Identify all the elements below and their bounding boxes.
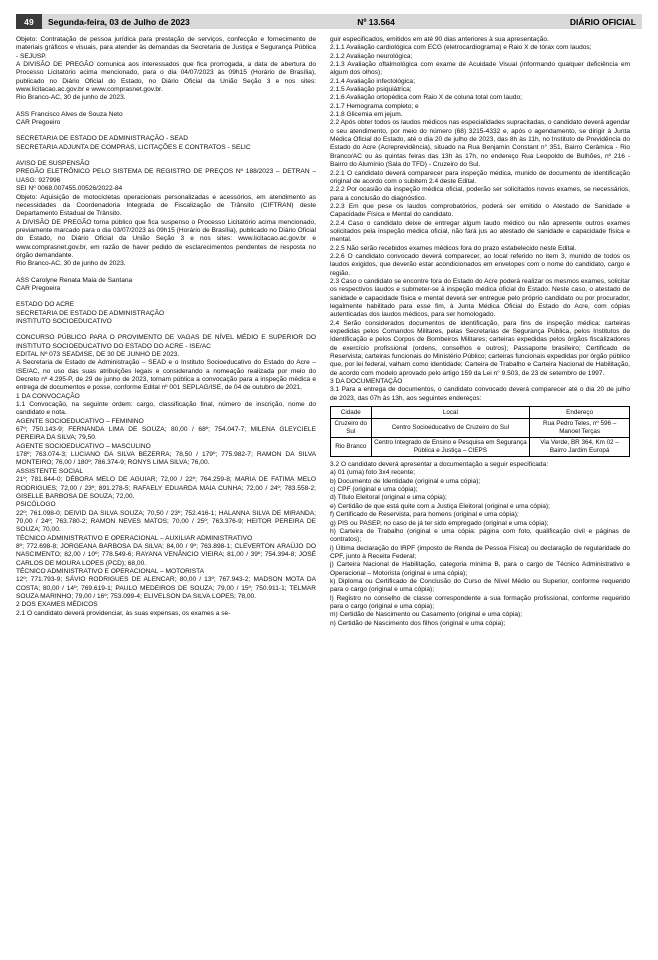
paragraph: i) Última declaração do IRPF (imposto de Renda de Pessoa Física) ou declaração de regularidade do CPF, junto à Receita Federal;	[330, 544, 630, 560]
table-header-cell: Endereço	[530, 407, 630, 419]
paragraph: 2.1.3 Avaliação oftalmológica com exame de Acuidade Visual (informando qualquer deficiência em algum dos olhos);	[330, 61, 630, 77]
paragraph: g) PIS ou PASEP, no caso de já ter sido empregado (original e uma cópia);	[330, 519, 549, 527]
paragraph: k) Diploma ou Certificado de Conclusão do Curso de Nível Médio ou Superior, conforme requerido para o cargo (original e uma cópia);	[330, 577, 630, 594]
paragraph: 21º; 781.844-0; DÉBORA MELO DE AGUIAR; 72,00 / 22º; 764.259-8; MARIA DE FATIMA MELO RODRIGUES; 72,00 / 23º; 891.278-5; RAFAELY EDUARDA MAIA CUNHA; 72,00 / 24º; 783.558-2; GISELLE BARBOSA DE SOUZA; 72,00.	[16, 476, 316, 500]
right-column	[330, 36, 630, 941]
paragraph: CAR Pregoeiro	[16, 119, 61, 127]
paragraph: 2.1.5 Avaliação psiquiátrica;	[330, 86, 412, 94]
paragraph: 2.1.2 Avaliação neurológica;	[330, 52, 413, 60]
paragraph: 3.2 O candidato deverá apresentar a documentação a seguir especificada:	[330, 461, 549, 469]
page-header	[16, 14, 642, 29]
paragraph: 2.1 O candidato deverá providenciar, às suas expensas, os exames a se-	[16, 609, 231, 617]
paragraph: 22º; 761.098-0; DEIVID DA SILVA SOUZA; 70,50 / 23º; 752.416-1; HALANNA SILVA DE MIRANDA; 70,00 / 24º; 763.780-2; RAMON NEVES MATOS; 70,00 / 25º; 763.376-9; HEITOR PEREIRA DE SOUZA; 70,00.	[16, 509, 316, 534]
table-header-cell: Cidade	[331, 407, 372, 419]
paragraph: 2.2.1 O candidato deverá comparecer para inspeção médica, munido de documento de identificação original de acordo com o subitem 2.4 deste Edital.	[330, 169, 630, 185]
paragraph: 12º; 771.793-9; SÁVIO RODRIGUES DE ALENCAR; 80,00 / 13º; 767.943-2; MADSON MOTA DA COSTA; 80,00 / 14º; 769.619-1; PAULO MEDEIROS DE SOUZA; 79,00 / 15º; 750.911-1; TELMAR SOUZA MARINHO; 79,00 / 16º; 753.099-4; ELIVELSON DA SILVA LOPES; 78,00.	[16, 576, 316, 600]
paragraph: 2.1.1 Avaliação cardiológica com ECG (eletrocardiograma) e Raio X de tórax com laudos;	[330, 44, 592, 52]
paragraph: 2.1.4 Avaliação infectológica;	[330, 77, 415, 85]
paragraph: e) Certidão de que está quite com a Justiça Eleitoral (original e uma cópia);	[330, 502, 550, 510]
paragraph: SECRETARIA DE ESTADO DE ADMINISTRAÇÃO	[16, 309, 165, 317]
addresses-table	[330, 406, 630, 457]
paragraph: 2.2.5 Não serão recebidos exames médicos fora do prazo estabelecido neste Edital.	[330, 244, 577, 252]
paragraph: SECRETARIA ADJUNTA DE COMPRAS, LICITAÇÕES E CONTRATOS - SELIC	[16, 143, 251, 151]
paragraph: A Secretaria de Estado de Administração – SEAD e o Instituto Socioeducativo do Estado do Acre – ISE/AC, no uso das suas atribuições legais e considerando a nomeação realizada por meio do Decreto nº 4.295-P, de 29 de junho de 2023, tornam pública a convocação para a inspeção médica e entrega de documentos e posse, conforme Edital nº 001 SEPLAG/ISE, de 04 de outubro de 2021.	[16, 359, 316, 392]
paragraph: TÉCNICO ADMINISTRATIVO E OPERACIONAL – MOTORISTA	[16, 567, 205, 575]
paragraph: 1.1 Convocação, na seguinte ordem: cargo, classificação final, número de inscrição, nome do candidato e nota.	[16, 401, 316, 417]
paragraph: h) Carteira de Trabalho (original e uma cópia: página com foto, qualificação civil e páginas de contratos);	[330, 527, 630, 544]
paragraph: EDITAL Nº 073 SEAD/ISE, DE 30 DE JUNHO DE 2023.	[16, 351, 180, 358]
paragraph: SECRETARIA DE ESTADO DE ADMINISTRAÇÃO - SEAD	[16, 135, 188, 143]
paragraph: A DIVISÃO DE PREGÃO comunica aos interessados que fica prorrogada, a data de abertura do Processo Licitatório acima mencionado, para o dia 04/07/2023 às 09h15 (Horário de Brasília), publicado no Diário Oficial do Estado, no Diário Oficial da União Seção 3 e nos sites: www.licitacao.ac.gov.br e www.comprasnet.gov.br.	[16, 61, 316, 94]
columns-container	[16, 36, 642, 941]
edition-number: Nº 13.564	[301, 14, 451, 29]
paragraph: CONCURSO PÚBLICO PARA O PROVIMENTO DE VAGAS DE NÍVEL MÉDIO E SUPERIOR DO INSTITUTO SOCIOEDUCATIVO DO ESTADO DO ACRE - ISE/AC	[16, 334, 316, 350]
paragraph: 2.2.2 Por ocasião da inspeção médica oficial, poderão ser solicitados novos exames, se necessários, para a conclusão do diagnóstico.	[330, 186, 630, 202]
paragraph: m) Certidão de Nascimento ou Casamento (original e uma cópia);	[330, 611, 523, 619]
paragraph: 2.2.3 Em que pese os laudos comprobatórios, poderá ser emitido o Atestado de Sanidade e Capacidade Física e Mental do candidato.	[330, 202, 630, 219]
paragraph: 3 DA DOCUMENTAÇÃO	[330, 378, 403, 386]
paragraph: ASSISTENTE SOCIAL	[16, 467, 84, 475]
paragraph: 2 DOS EXAMES MÉDICOS	[16, 601, 98, 609]
page-number: 49	[16, 14, 42, 29]
paragraph: INSTITUTO SOCIOEDUCATIVO	[16, 317, 112, 325]
paragraph: b) Documento de Identidade (original e uma cópia);	[330, 477, 481, 485]
paragraph: PREGÃO ELETRÔNICO PELO SISTEMA DE REGISTRO DE PREÇOS Nº 188/2023 – DETRAN – UASG: 927996	[16, 168, 316, 184]
paragraph: n) Certidão de Nascimento dos filhos (original e uma cópia);	[330, 619, 506, 627]
paragraph: SEI Nº 0068.007455.00526/2022-84	[16, 185, 123, 193]
table-row	[331, 418, 630, 437]
paragraph: a) 01 (uma) foto 3x4 recente;	[330, 469, 416, 477]
paragraph: ASS Francisco Alves de Souza Neto	[16, 110, 123, 118]
table-row	[331, 437, 630, 456]
paragraph: 2.4 Serão considerados documentos de identificação, para fins de inspeção médica: carteiras expedidas pelos Comandos Militares, pelas Secretarias de Segurança Pública, pelos Institutos de Identificação e pelos Corpos de Bombeiros Militares; carteiras expedidas pelos órgãos fiscalizadores de exercício profissional (ordens, conselhos e outros); Passaporte brasileiro; Certificado de Reservista; carteiras funcionais do Ministério Público; carteiras funcionais expedidas por órgão público que, por lei federal, valham como identidade; Carteira de Trabalho e Carteira Nacional de Habilitação, de acordo com modelo aprovado pelo artigo 159 da Lei n° 9.503, de 23 de setembro de 1997.	[330, 319, 630, 377]
paragraph: AVISO DE SUSPENSÃO	[16, 160, 90, 168]
paragraph: PSICÓLOGO	[16, 501, 56, 509]
paragraph: Objeto: Contratação de pessoa jurídica para prestação de serviços, confecção e fornecimento de materiais gráficos e visuais, para atender às demandas da Secretaria de Justiça e Segurança Pública - SEJUSP.	[16, 36, 316, 60]
paragraph: j) Carteira Nacional de Habilitação, categoria mínima B, para o cargo de Técnico Administrativo e Operacional – Motorista (original e uma cópia);	[330, 561, 630, 577]
paragraph: 3.1 Para a entrega de documentos, o candidato convocado deverá comparecer até o dia 20 de julho de 2023, das 07h às 13h, aos seguintes endereços:	[330, 386, 630, 402]
paragraph: 178º; 763.074-3; LUCIANO DA SILVA BEZERRA; 78,50 / 179º; 775.982-7; RAMON DA SILVA MONTEIRO; 76,00 / 180º; 786.374-9; RONYS LIMA SILVA; 76,00.	[16, 451, 316, 467]
paragraph: 2.1.6 Avaliação ortopédica com Raio X de coluna total com laudo;	[330, 94, 522, 102]
paragraph: 2.3 Caso o candidato se encontre fora do Estado do Acre poderá realizar os mesmos exames, solicitar os respectivos laudos e submeter-se à inspeção médica oficial do Estado. Neste caso, o atestado de sanidade e capacidade física e mental deverá ser entregue pelo próprio candidato ou por procurador, legalmente habilitado para esse fim, à Junta Médica Oficial do Estado do Acre, com cópias autenticadas dos laudos médicos, para ser homologado.	[330, 277, 630, 319]
table-header-row	[331, 407, 630, 419]
publication-title: DIÁRIO OFICIAL	[451, 14, 642, 29]
paragraph: CAR Pregoeira	[16, 284, 61, 292]
table-header-cell: Local	[371, 407, 530, 419]
paragraph: 2.2.6 O candidato convocado deverá comparecer, ao local referido no item 3, munido de todos os laudos exigidos, que deverão estar acondicionados em envelopes com o nome do candidato, cargo e região.	[330, 252, 630, 277]
paragraph: ESTADO DO ACRE	[16, 301, 75, 309]
left-column	[16, 36, 316, 941]
table-cell-place: Centro Integrado de Ensino e Pesquisa em Segurança Pública e Justiça – CIEPS	[371, 437, 530, 456]
paragraph: AGENTE SOCIOEDUCATIVO – FEMININO	[16, 417, 144, 425]
paragraph: Rio Branco-AC, 30 de junho de 2023.	[16, 94, 126, 102]
paragraph: f) Certificado de Reservista, para homens (original e uma cópia);	[330, 511, 519, 519]
table-cell-address: Via Verde, BR 364, Km 02 – Bairro Jardim Europá	[530, 437, 630, 456]
paragraph: 2.2 Após obter todos os laudos médicos nas especialidades supracitadas, o candidato deverá agendar o seu atendimento, por meio do número (68) 3215-4332 e, após o agendamento, se dirigir à Junta Médica Oficial do Estado, até o dia 20 de julho de 2023, das 8h às 11h, no Instituto de Previdência do Estado do Acre (Acreprevidência), situado na Rua Benjamin Constant n° 351, Bairro Cerâmica - Rio Branco/AC ou às quintas feiras das 13h às 17h, no endereço Rua Leopoldo de Bulhões, nº 216 - Bairro do Alumínio (Sala do TFD) - Cruzeiro do Sul.	[330, 119, 630, 169]
paragraph: 2.2.4 Caso o candidato deixe de entregar algum laudo médico ou não apresente outros exames solicitados pela inspeção médica oficial, não fará jus ao atestado de sanidade e capacidade física e mental.	[330, 219, 630, 244]
paragraph: A DIVISÃO DE PREGÃO torna público que fica suspenso o Processo Licitatório acima mencionado, previamente marcado para o dia 03/07/2023 às 09h15 (Horário de Brasília), publicado no Diário Oficial do Estado, no Diário Oficial da União Seção 3 e nos sites: www.licitacao.ac.gov.br e www.comprasnet.gov.br, em razão de haver pedido de esclarecimentos pendentes de resposta no órgão demandante.	[16, 218, 316, 259]
table-cell-city: Rio Branco	[331, 437, 372, 456]
paragraph: l) Registro no conselho de classe correspondente a sua formação profissional, conforme requerido para o cargo (original e uma cópia);	[330, 594, 630, 610]
paragraph: Rio Branco-AC, 30 de junho de 2023.	[16, 260, 126, 268]
table-cell-place: Centro Socioeducativo de Cruzeiro do Sul	[371, 418, 530, 437]
paragraph: 8º; 772.698-8; JORGEANA BARBOSA DA SILVA; 84,00 / 9º; 763.898-1; CLEVERTON ARAÚJO DO NASCIMENTO; 82,00 / 10º; 778.549-6; RAYANA VENÂNCIO VIEIRA; 81,00 / 39º; 754.394-8; JOSÉ CARLOS DE MOURA LOPES (PCD); 68,00.	[16, 542, 316, 567]
paragraph: 1 DA CONVOCAÇÃO	[16, 392, 80, 400]
table-cell-address: Rua Pedro Teles, nº 596 – Manoel Terças	[530, 418, 630, 437]
paragraph: 2.1.7 Hemograma completo; e	[330, 102, 419, 110]
paragraph: AGENTE SOCIOEDUCATIVO – MASCULINO	[16, 442, 151, 450]
paragraph: ASS Carolyne Renata Maia de Santana	[16, 276, 133, 284]
paragraph: guir especificados, emitidos em até 90 dias anteriores à sua apresentação.	[330, 36, 549, 43]
paragraph: 2.1.8 Glicemia em jejum.	[330, 111, 403, 119]
paragraph: 67º; 750.143-9; FERNANDA LIMA DE SOUZA; 80,00 / 68º; 754.047-7; MILENA GLEYCIELE PEREIRA DA SILVA; 79,50.	[16, 426, 316, 442]
paragraph: c) CPF (original e uma cópia);	[330, 486, 418, 494]
paragraph: d) Título Eleitoral (original e uma cópia);	[330, 494, 447, 502]
table-cell-city: Cruzeiro do Sul	[331, 418, 372, 437]
paragraph: TÉCNICO ADMINISTRATIVO E OPERACIONAL – AUXILIAR ADMINISTRATIVO	[16, 534, 253, 542]
paragraph: Objeto: Aquisição de motocicletas operacionais personalizadas e acessórios, em atendimento as necessidades da Coordenadoria Integrada de Fiscalização de Trânsito (CIFTRAN) deste Departamento Estadual de Trânsito.	[16, 193, 316, 218]
publication-date: Segunda-feira, 03 de Julho de 2023	[42, 14, 301, 29]
